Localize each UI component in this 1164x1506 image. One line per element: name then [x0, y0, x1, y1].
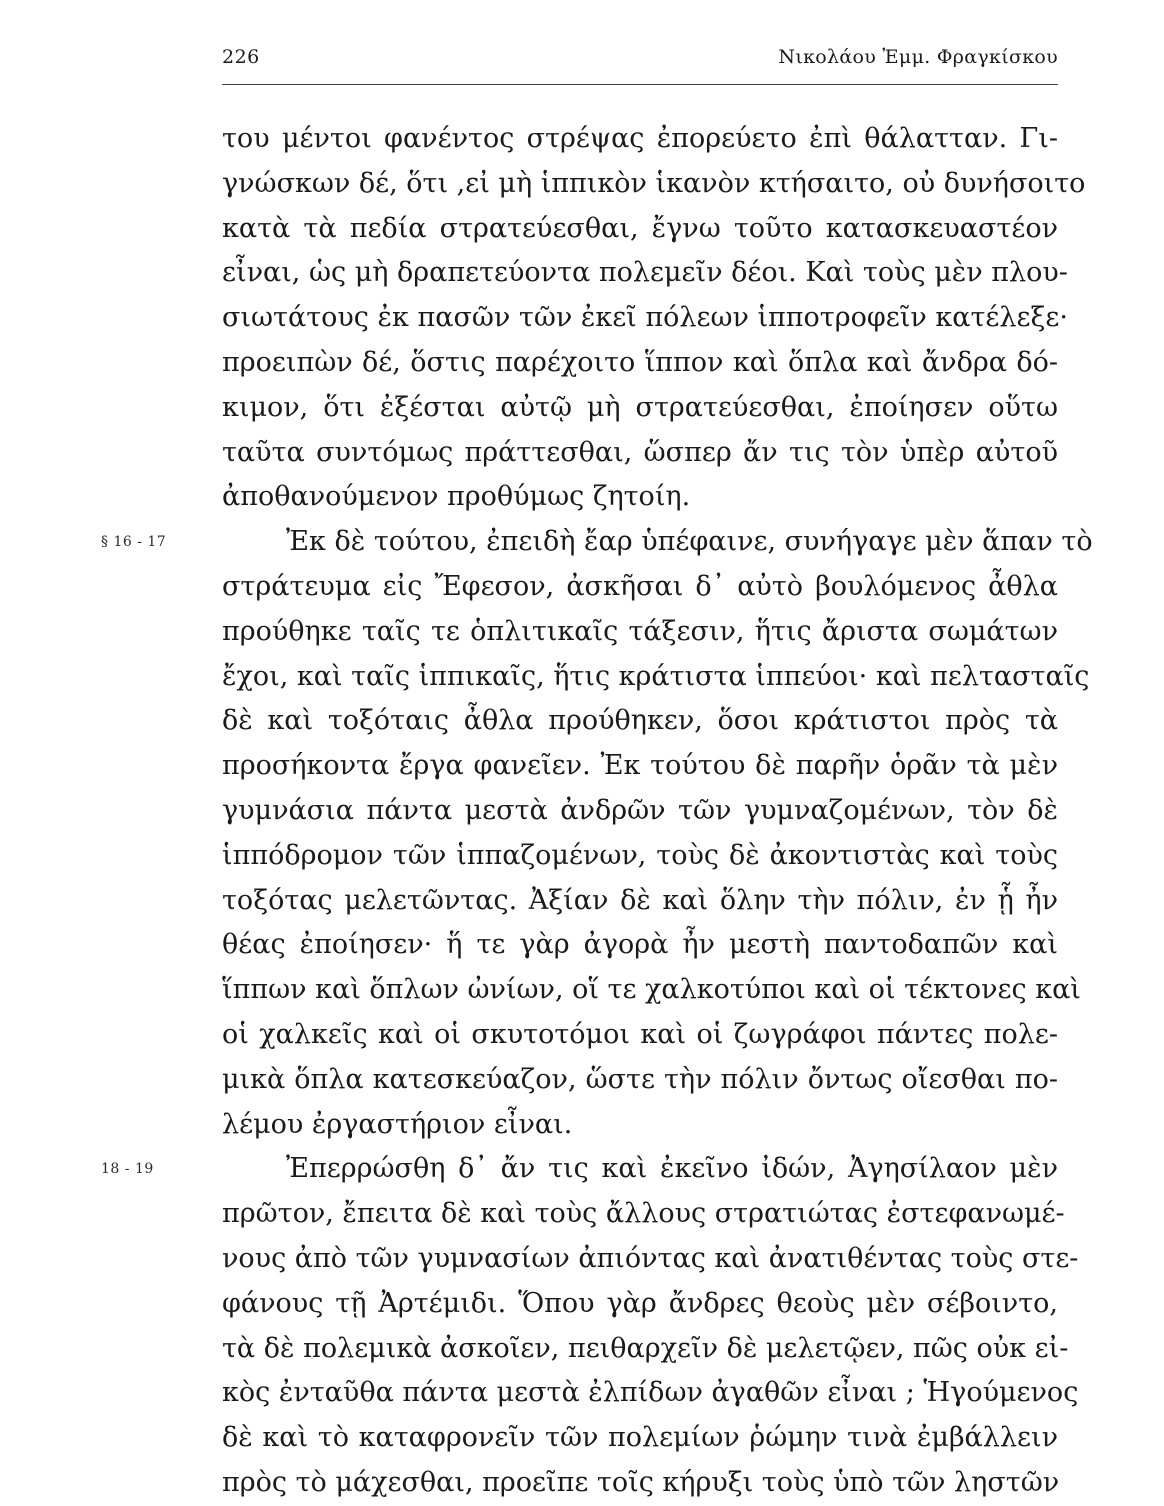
text-line: κατὰ τὰ πεδία στρατεύεσθαι, ἔγνω τοῦτο κατασκευαστέον: [222, 212, 1058, 244]
text-line: οἱ χαλκεῖς καὶ οἱ σκυτοτόμοι καὶ οἱ ζωγράφοι πάντες πολε-: [222, 1018, 1058, 1050]
text-line: προειπὼν δέ, ὅστις παρέχοιτο ἵππον καὶ ὅπλα καὶ ἄνδρα δό-: [222, 346, 1058, 378]
running-head: Νικολάου Ἐμμ. Φραγκίσκου: [778, 46, 1058, 68]
text-line: θέας ἐποίησεν· ἥ τε γὰρ ἀγορὰ ἦν μεστὴ παντοδαπῶν καὶ: [222, 929, 1058, 961]
header-rule: [222, 84, 1058, 85]
text-line: κὸς ἐνταῦθα πάντα μεστὰ ἐλπίδων ἀγαθῶν εἶναι ; Ἡγούμενος: [222, 1377, 1079, 1409]
text-line: στράτευμα εἰς Ἔφεσον, ἀσκῆσαι δ᾽ αὐτὸ βουλόμενος ἆθλα: [222, 570, 1058, 602]
text-line: ἱππόδρομον τῶν ἱππαζομένων, τοὺς δὲ ἀκοντιστὰς καὶ τοὺς: [222, 839, 1058, 871]
text-line: μικὰ ὅπλα κατεσκεύαζον, ὥστε τὴν πόλιν ὄντως οἴεσθαι πο-: [222, 1063, 1058, 1095]
text-line: γυμνάσια πάντα μεστὰ ἀνδρῶν τῶν γυμναζομένων, τὸν δὲ: [222, 794, 1058, 826]
text-line: τοξότας μελετῶντας. Ἀξίαν δὲ καὶ ὅλην τὴν πόλιν, ἐν ᾗ ἦν: [222, 884, 1058, 916]
text-line: ἔχοι, καὶ ταῖς ἱππικαῖς, ἥτις κράτιστα ἱππεύοι· καὶ πελτασταῖς: [222, 660, 1090, 692]
text-line: δὲ καὶ τὸ καταφρονεῖν τῶν πολεμίων ῥώμην τινὰ ἐμβάλλειν: [222, 1422, 1058, 1454]
text-line: πρὸς τὸ μάχεσθαι, προεῖπε τοῖς κήρυξι τοὺς ὑπὸ τῶν ληστῶν: [222, 1466, 1060, 1498]
text-line: εἶναι, ὡς μὴ δραπετεύοντα πολεμεῖν δέοι. Καὶ τοὺς μὲν πλου-: [222, 257, 1068, 289]
paragraph-start-line: [101, 1147, 1058, 1192]
text-line: λέμου ἐργαστήριον εἶναι.: [222, 1108, 573, 1140]
text-line: νους ἀπὸ τῶν γυμνασίων ἀπιόντας καὶ ἀνατιθέντας τοὺς στε-: [222, 1242, 1079, 1274]
text-line-content: Ἐπερρώσθη δ᾽ ἄν τις καὶ ἐκεῖνο ἰδών, Ἀγησίλαον μὲν: [286, 1153, 1058, 1185]
page-number: 226: [222, 46, 260, 68]
text-line: προσήκοντα ἔργα φανεῖεν. Ἐκ τούτου δὲ παρῆν ὁρᾶν τὰ μὲν: [222, 750, 1058, 782]
text-line: τὰ δὲ πολεμικὰ ἀσκοῖεν, πειθαρχεῖν δὲ μελετῷεν, πῶς οὐκ εἰ-: [222, 1332, 1069, 1364]
text-line: σιωτάτους ἐκ πασῶν τῶν ἐκεῖ πόλεων ἱπποτροφεῖν κατέλεξε·: [222, 302, 1068, 334]
page-header: [222, 46, 1058, 76]
text-line: του μέντοι φανέντος στρέψας ἐπορεύετο ἐπὶ θάλατταν. Γι-: [222, 123, 1058, 154]
text-line: πρῶτον, ἔπειτα δὲ καὶ τοὺς ἄλλους στρατιώτας ἐστεφανωμέ-: [222, 1198, 1065, 1230]
text-line: προύθηκε ταῖς τε ὁπλιτικαῖς τάξεσιν, ἥτις ἄριστα σωμάτων: [222, 615, 1058, 647]
text-line: φάνους τῇ Ἀρτέμιδι. Ὅπου γὰρ ἄνδρες θεοὺς μὲν σέβοιντο,: [222, 1287, 1058, 1319]
text-line: ταῦτα συντόμως πράττεσθαι, ὥσπερ ἄν τις τὸν ὑπὲρ αὐτοῦ: [222, 436, 1058, 468]
text-line-content: Ἐκ δὲ τούτου, ἐπειδὴ ἔαρ ὑπέφαινε, συνήγαγε μὲν ἅπαν τὸ: [286, 526, 1093, 558]
body-text: [101, 117, 1093, 1506]
text-line: γνώσκων δέ, ὅτι ,εἰ μὴ ἱππικὸν ἱκανὸν κτήσαιτο, οὐ δυνήσοιτο: [222, 167, 1086, 199]
margin-reference: § 16 - 17: [101, 534, 167, 551]
margin-reference: 18 - 19: [101, 1161, 154, 1178]
text-line: κιμον, ὅτι ἐξέσται αὐτῷ μὴ στρατεύεσθαι, ἐποίησεν οὕτω: [222, 391, 1058, 423]
text-line: ἀποθανούμενον προθύμως ζητοίη.: [222, 481, 691, 513]
text-line: ἵππων καὶ ὅπλων ὠνίων, οἵ τε χαλκοτύποι καὶ οἱ τέκτονες καὶ: [222, 974, 1081, 1006]
paragraph-start-line: [101, 520, 1093, 565]
text-line: δὲ καὶ τοξόταις ἆθλα προύθηκεν, ὅσοι κράτιστοι πρὸς τὰ: [222, 705, 1058, 737]
